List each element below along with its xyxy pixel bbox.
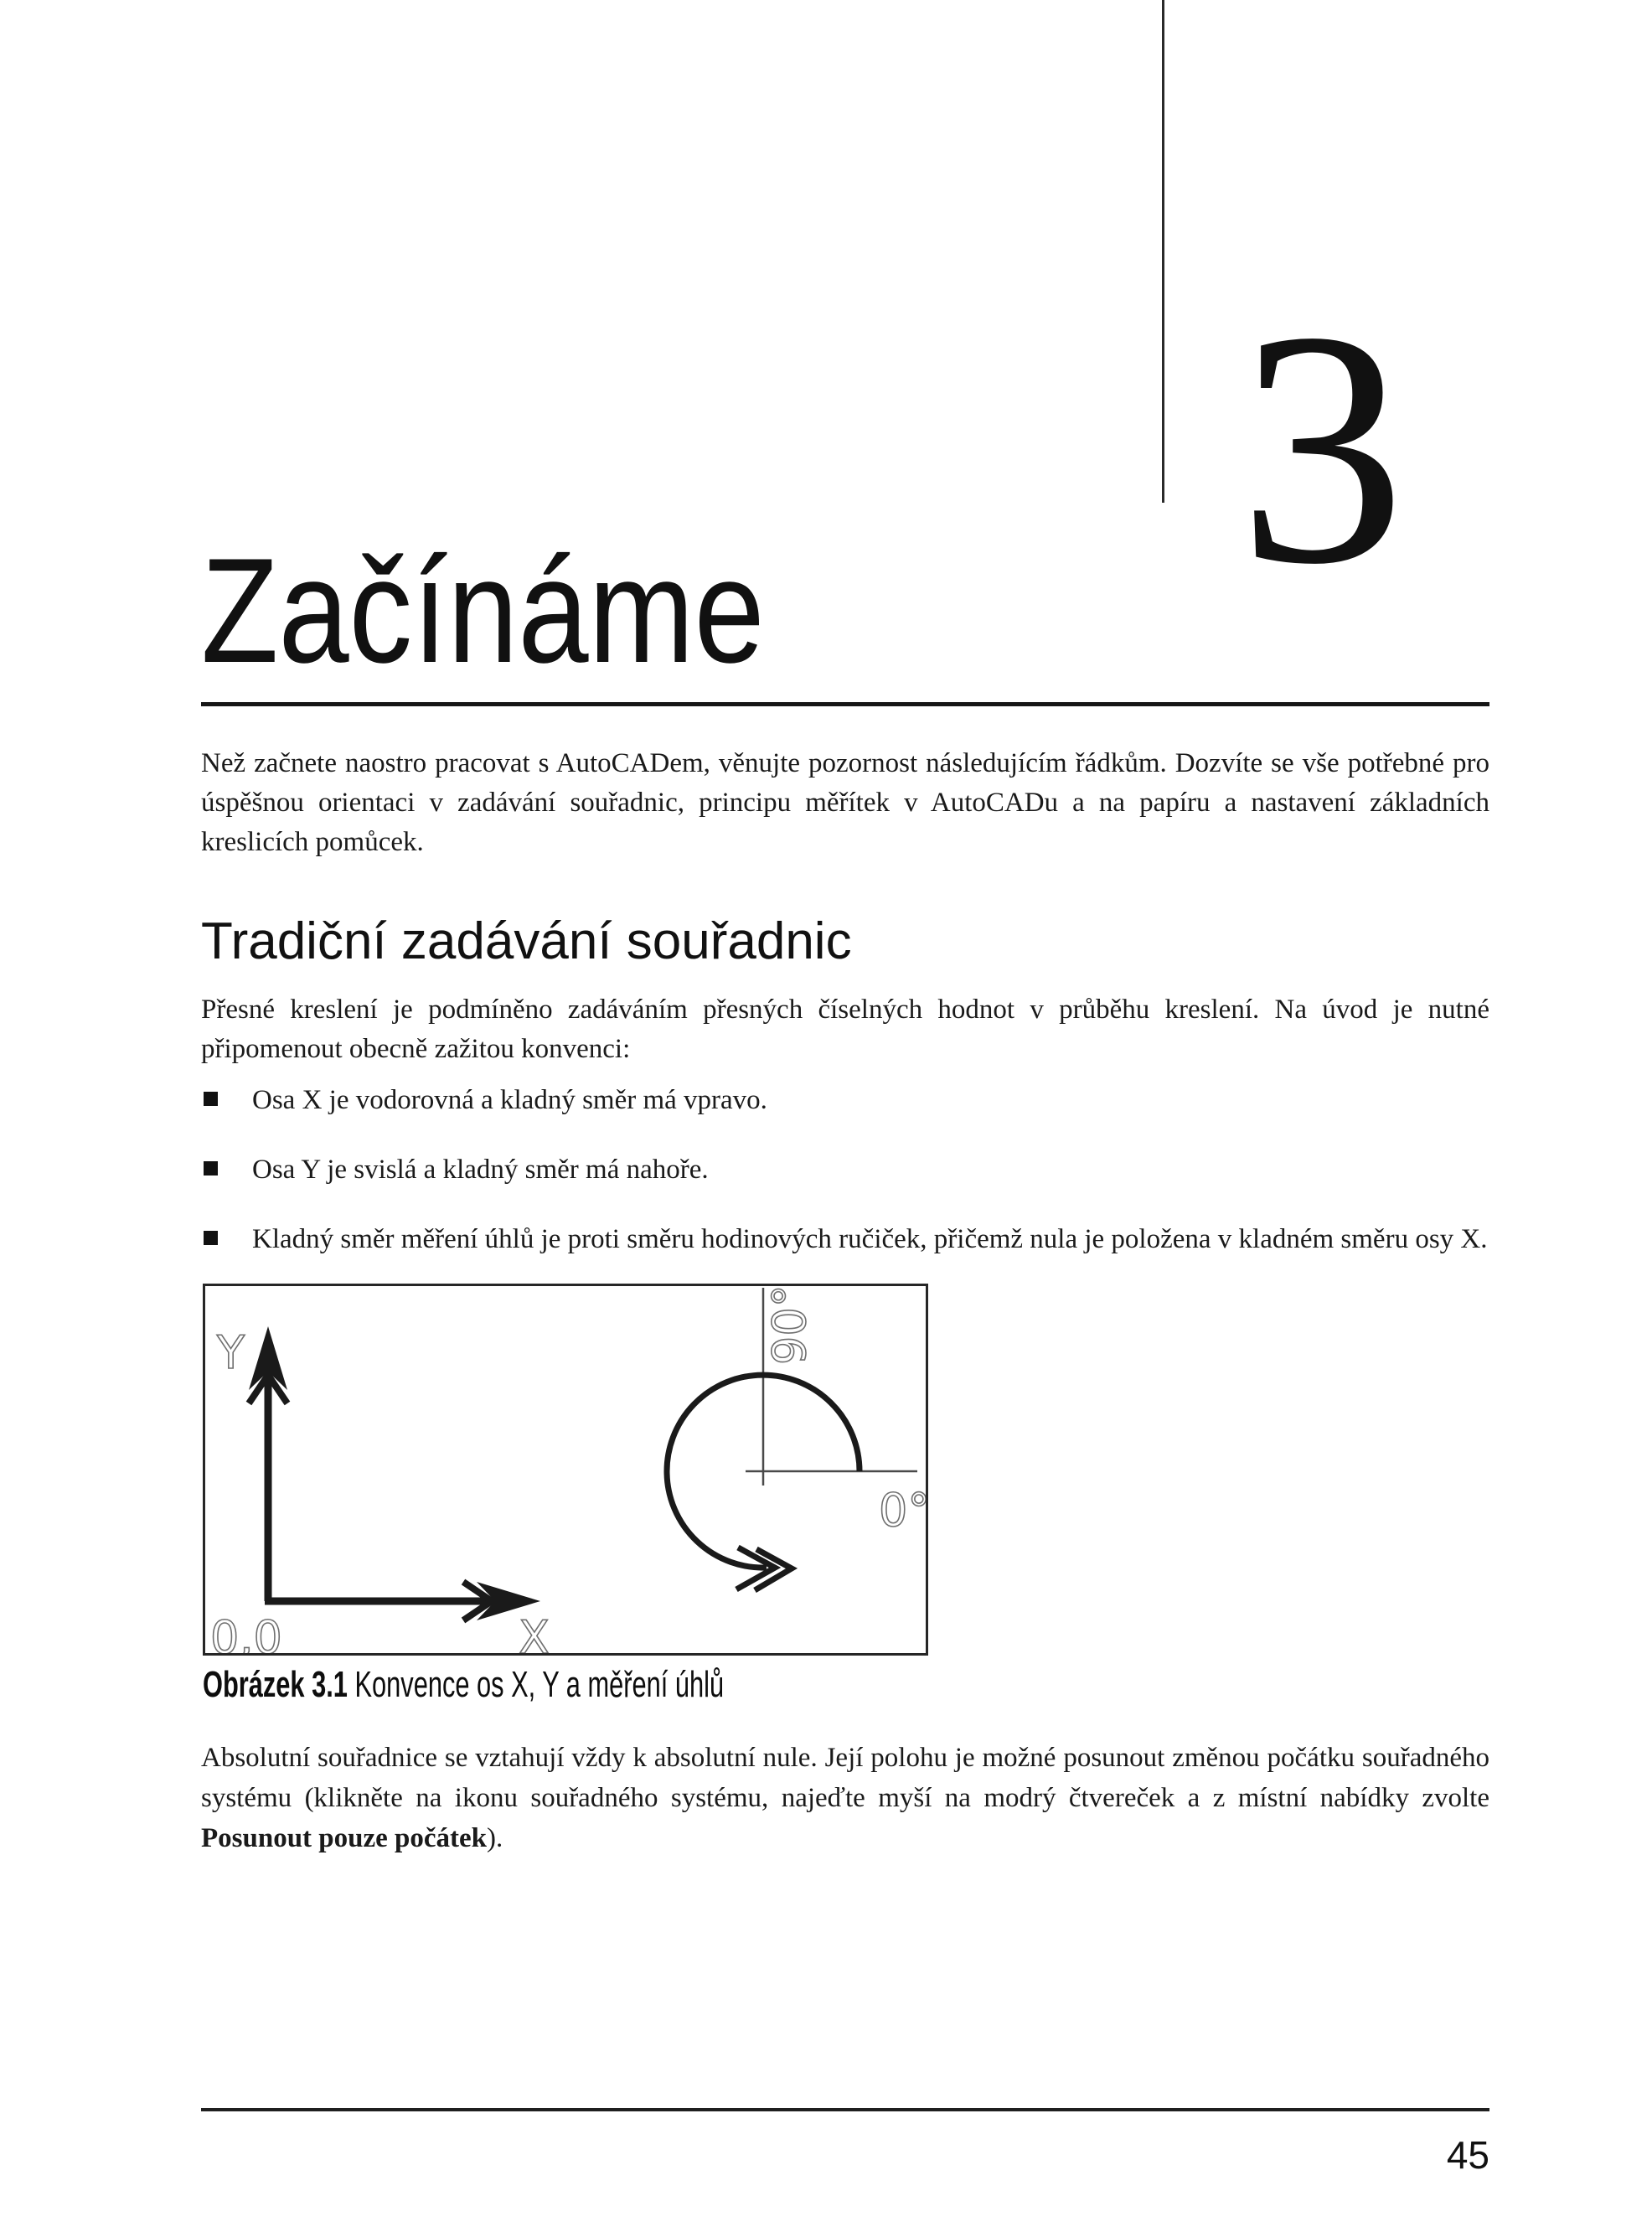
figure-caption-label: Obrázek 3.1 bbox=[203, 1664, 348, 1705]
list-item bbox=[201, 1147, 1489, 1192]
closing-text-after: ). bbox=[487, 1823, 503, 1853]
list-item bbox=[201, 1217, 1489, 1262]
y-axis-label: Y bbox=[217, 1326, 245, 1379]
page-number: 45 bbox=[1446, 2133, 1489, 2177]
lead-paragraph: Přesné kreslení je podmíněno zadáváním přesných číselných hodnot v průběhu kreslení. Na úvod je nutné připomenout obecně zažitou konvenci: bbox=[201, 995, 1489, 1064]
list-item-text: Kladný směr měření úhlů je proti směru hodinových ručiček, přičemž nula je položena v kladném směru osy X. bbox=[252, 1224, 1488, 1254]
x-axis-label: X bbox=[519, 1611, 550, 1653]
chapter-number: 3 bbox=[1238, 262, 1406, 633]
menu-command-bold: Posunout pouze počátek bbox=[201, 1823, 488, 1853]
angle-0-label: 0° bbox=[879, 1484, 926, 1537]
title-rule bbox=[201, 702, 1489, 706]
closing-text-before: Absolutní souřadnice se vztahují vždy k absolutní nule. Její polohu je možné posunout změnou počátku souřadného systému (klikněte na ikonu souřadného systému, najeďte myší na modrý čtvereček a z místní nabídky zvolte bbox=[201, 1743, 1489, 1813]
figure-axes-diagram bbox=[203, 1284, 928, 1656]
page-title bbox=[201, 527, 864, 694]
angle-90-label: 90° bbox=[763, 1286, 816, 1365]
closing-paragraph bbox=[201, 1738, 1489, 1858]
x-axis-arrow bbox=[265, 1582, 540, 1620]
square-bullet-icon bbox=[204, 1231, 218, 1245]
section-heading: Tradiční zadávání souřadnic bbox=[201, 912, 852, 970]
list-item bbox=[201, 1077, 1489, 1123]
origin-label: 0,0 bbox=[210, 1611, 282, 1653]
list-item-text: Osa X je vodorovná a kladný směr má vpravo. bbox=[252, 1085, 767, 1115]
convention-list bbox=[201, 1077, 1489, 1286]
list-item-text: Osa Y je svislá a kladný směr má nahoře. bbox=[252, 1155, 709, 1185]
footer-rule bbox=[201, 2108, 1489, 2111]
figure-caption bbox=[203, 1664, 724, 1706]
intro-paragraph: Než začnete naostro pracovat s AutoCADem, věnujte pozornost následujícím řádkům. Dozvíte se vše potřebné pro úspěšnou orientaci v zadávání souřadnic, principu měřítek v AutoCADu a na papíru a nastavení základních kreslicích pomůcek. bbox=[201, 748, 1489, 857]
figure-caption-text: Konvence os X, Y a měření úhlů bbox=[354, 1664, 725, 1705]
axes-angle-diagram-svg bbox=[205, 1286, 926, 1653]
chapter-divider-line bbox=[1162, 0, 1164, 503]
page-title-text: Začínáme bbox=[201, 527, 765, 694]
y-axis-arrow bbox=[249, 1326, 287, 1601]
square-bullet-icon bbox=[204, 1161, 218, 1176]
square-bullet-icon bbox=[204, 1092, 218, 1106]
